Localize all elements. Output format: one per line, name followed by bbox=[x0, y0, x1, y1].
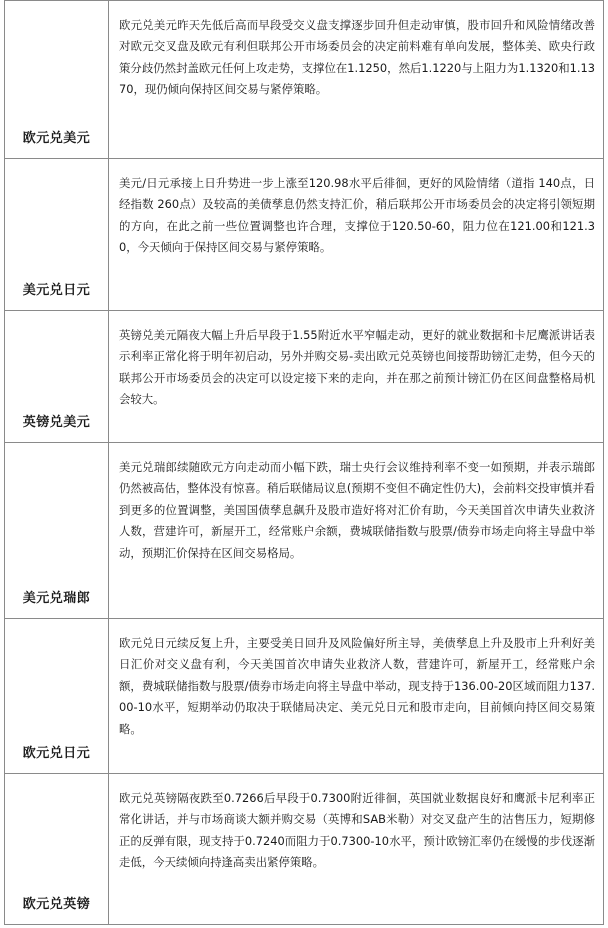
fx-commentary-table bbox=[4, 0, 604, 925]
currency-pair-label: 美元兑日元 bbox=[22, 283, 91, 298]
commentary-text: 欧元兑日元续反复上升，主要受美日回升及风险偏好所主导，美债孳息上升及股市上升利好美日汇价对交义盘有利，今天美国首次申请失业救济人数，营建许可，新屋开工，经常账户余额，费城联储指数与股票/债券市场走向将主导盘中举动，现支持于136.00-20区域而阻力137.00-10水平，短期举动仍取决于联储局决定、美元兑日元和股市走向，目前倾向持区间交易策略。 bbox=[119, 636, 595, 736]
commentary-cell bbox=[109, 311, 604, 443]
commentary-text: 英镑兑美元隔夜大幅上升后早段于1.55附近水平窄幅走动，更好的就业数据和卡尼鹰派讲话表示利率正常化将于明年初启动，另外并购交易-卖出欧元兑英镑也间接帮助镑汇走势，但今天的联邦公开市场委员会的决定可以设定接下来的走向，并在那之前预计镑汇仍在区间盘整格局机会较大。 bbox=[119, 328, 595, 407]
currency-pair-cell bbox=[5, 311, 109, 443]
table-row bbox=[5, 311, 604, 443]
currency-pair-cell bbox=[5, 159, 109, 311]
currency-pair-cell bbox=[5, 774, 109, 925]
commentary-text: 欧元兑美元昨天先低后高而早段受交义盘支撑逐步回升但走动审慎，股市回升和风险情绪改善对欧元交叉盘及欧元有利但联邦公开市场委员会的决定前料难有单向发展，整体美、欧央行政策分歧仍然封盖欧元任何上攻走势，支撑位在1.1250，然后1.1220与上阻力为1.1320和1.1370，现仍倾向保持区间交易与紧停策略。 bbox=[119, 18, 595, 97]
currency-pair-label: 欧元兑英镑 bbox=[22, 897, 91, 912]
commentary-text: 美元/日元承接上日升势进一步上涨至120.98水平后徘徊，更好的风险情绪（道指 140点，日经指数 260点）及较高的美债孳息仍然支持汇价，稍后联邦公开市场委员会的决定将引领短期的方向，在此之前一些位置调整也许合理，支撑位于120.50-60，阻力位在121.00和121.30，今天倾向于保持区间交易与紧停策略。 bbox=[119, 176, 595, 255]
currency-pair-cell bbox=[5, 619, 109, 774]
commentary-text: 欧元兑英镑隔夜跌至0.7266后早段于0.7300附近徘徊，英国就业数据良好和鹰派卡尼利率正常化讲话，并与市场商谈大额并购交易（英博和SAB米勒）对交叉盘产生的沽售压力，短期修正的反弹有限，现支持于0.7240而阻力于0.7300-10水平，预计欧镑汇率仍在缓慢的步伐逐渐走低，今天续倾向持逢高卖出紧停策略。 bbox=[119, 791, 595, 870]
commentary-cell bbox=[109, 774, 604, 925]
commentary-cell bbox=[109, 619, 604, 774]
commentary-cell bbox=[109, 159, 604, 311]
table-row bbox=[5, 1, 604, 159]
currency-pair-label: 英镑兑美元 bbox=[22, 415, 91, 430]
commentary-text: 美元兑瑞郎续随欧元方向走动而小幅下跌，瑞士央行会议维持利率不变一如预期，并表示瑞郎仍然被高估，整体没有惊喜。稍后联储局议息(预期不变但不确定性仍大)，会前料交投审慎并看到更多的位置调整，美国国债孳息飙升及股市造好将对汇价有助，今天美国首次申请失业救济人数，营建许可，新屋开工，经常账户余额，费城联储指数与股票/债券市场走向将主导盘中举动，预期汇价保持在区间交易格局。 bbox=[119, 460, 595, 560]
currency-pair-cell bbox=[5, 443, 109, 619]
currency-pair-label: 欧元兑美元 bbox=[22, 131, 91, 146]
currency-pair-label: 美元兑瑞郎 bbox=[22, 591, 91, 606]
table-row bbox=[5, 774, 604, 925]
currency-pair-cell bbox=[5, 1, 109, 159]
table-row bbox=[5, 443, 604, 619]
table-row bbox=[5, 159, 604, 311]
commentary-cell bbox=[109, 443, 604, 619]
commentary-cell bbox=[109, 1, 604, 159]
currency-pair-label: 欧元兑日元 bbox=[22, 746, 91, 761]
table-row bbox=[5, 619, 604, 774]
